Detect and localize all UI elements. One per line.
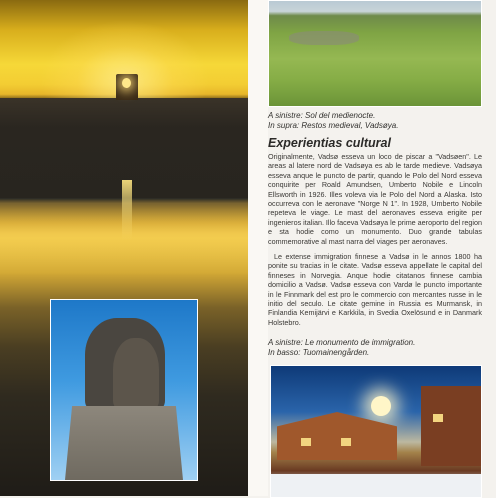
- immigration-monument-photo: [50, 299, 198, 481]
- house-window: [301, 438, 311, 446]
- sun-disc: [122, 78, 131, 88]
- sun-reflection: [122, 180, 132, 240]
- tuomainengarden-photo: [270, 365, 482, 498]
- article-heading: Experientias cultural: [268, 136, 391, 150]
- page-gutter: [248, 0, 268, 496]
- caption-top-1: A sinistre: Sol del medienocte.: [268, 111, 376, 120]
- ruin-stones: [289, 31, 359, 45]
- article-paragraph-1: Originalmente, Vadsø esseva un loco de piscar a "Vadsøen". Le areas al latere nord de Vadsøya es ab le tarde medieve. Vadsøya esseva anque le puncto de partir, quando le Polo del Nord esseva conquirite per Roald Amundsen, Umberto Nobile e Lincoln Ellsworth in 1926. Illes voleva via le Polo del Nord a Alaska. Isto occurreva con le aeronave "Norge N 1". In 1928, Umberto Nobile repeteva le viage. Le mast del aeronaves esseva erigite per ingenieros italian. Illo faceva Vadsøya le prime aeroporto del region e sta hodie como un monumento. Duo grande tabulas commemorative al mast narra del viages per aeronaves.: [268, 152, 483, 246]
- snow-ground: [271, 474, 481, 497]
- caption-bottom-2: In basso: Tuomainengården.: [268, 348, 370, 357]
- caption-top-2: In supra: Restos medieval, Vadsøya.: [268, 121, 399, 130]
- statue-pedestal: [65, 406, 183, 480]
- text-column: [268, 0, 496, 496]
- wooden-house-side: [421, 386, 481, 466]
- house-window: [433, 414, 443, 422]
- winter-sun: [371, 396, 391, 416]
- midnight-sun-photo: [0, 0, 248, 496]
- wooden-house: [277, 412, 397, 460]
- statue-figure-child: [113, 338, 159, 408]
- caption-bottom-1: A sinistre: Le monumento de immigration.: [268, 338, 416, 347]
- medieval-ruins-photo: [268, 0, 482, 107]
- house-window: [341, 438, 351, 446]
- article-paragraph-2: Le extense immigration finnese a Vadsø in le annos 1800 ha ponite su tracias in le citate. Vadsø esseva appellate le capital del finneses in Norvegia. Anque hodie citatanos finnese cambia domicilio a Vadsø. Vadsø esseva con Vardø le puncto importante in le Finnmark del est pro le commercio con mercantes russe in le initio del seculo. Le citate gemine in Russia es Murmansk, in Finlandia Kemijärvi e Karkkila, in Svedia Oxelösund e in Danmark Holstebro.: [268, 252, 482, 327]
